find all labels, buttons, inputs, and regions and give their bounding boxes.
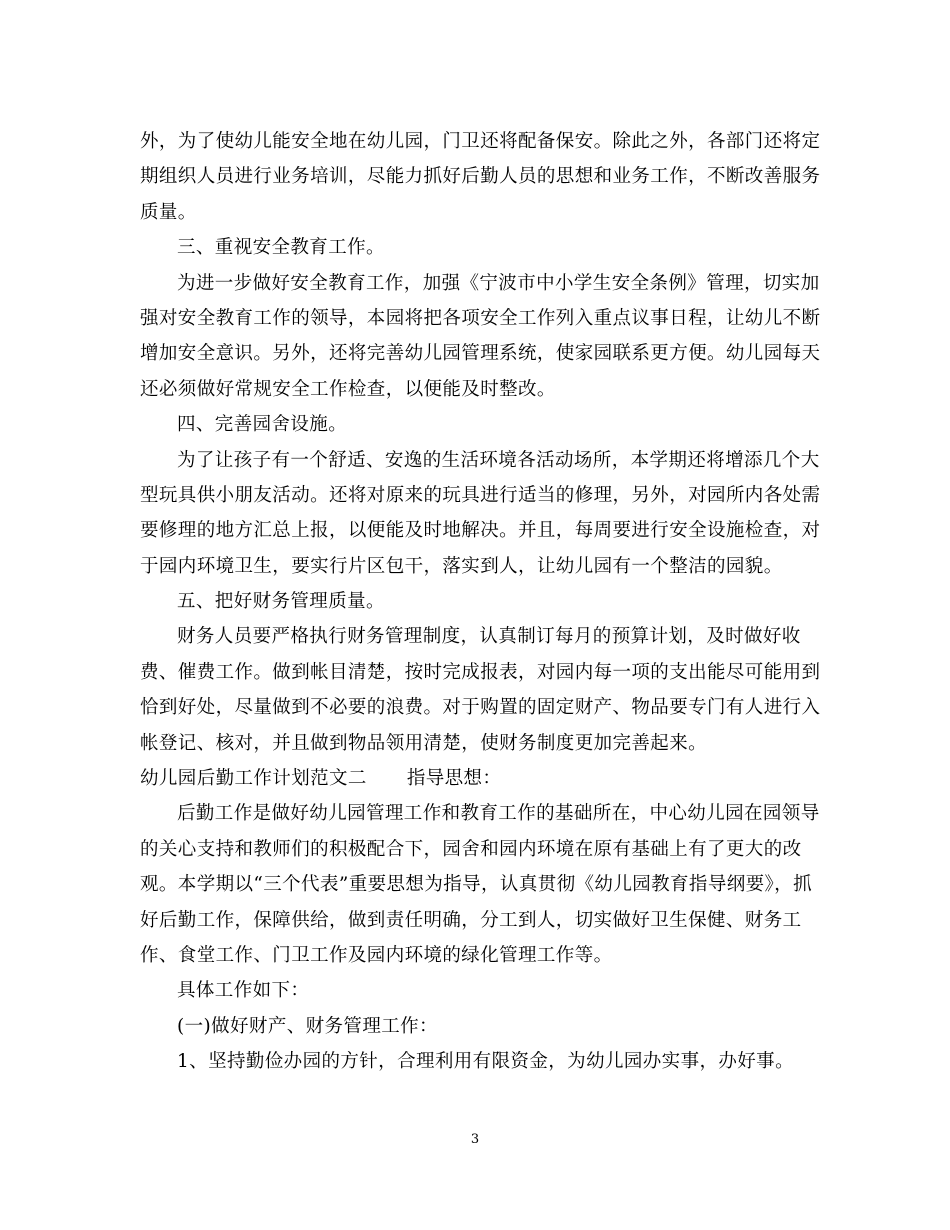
text-line: 的关心支持和教师们的积极配合下，园舍和园内环境在原有基础上有了更大的改 (140, 838, 802, 860)
text-line: 财务人员要严格执行财务管理制度，认真制订每月的预算计划，及时做好收 (177, 626, 801, 648)
text-line: 要修理的地方汇总上报，以便能及时地解决。并且，每周要进行安全设施检查，对 (140, 520, 821, 542)
text-line: 为进一步做好安全教育工作，加强《宁波市中小学生安全条例》管理，切实加 (177, 272, 820, 294)
text-line: (一)做好财产、财务管理工作： (177, 1015, 438, 1037)
text-line: 恰到好处，尽量做到不必要的浪费。对于购置的固定财产、物品要专门有人进行入 (140, 697, 821, 719)
text-line: 后勤工作是做好幼儿园管理工作和教育工作的基础所在，中心幼儿园在园领导 (177, 803, 820, 825)
text-line: 四、完善园舍设施。 (177, 414, 348, 436)
text-line: 型玩具供小朋友活动。还将对原来的玩具进行适当的修理，另外，对园所内各处需 (140, 484, 821, 506)
text-line: 强对安全教育工作的领导，本园将把各项安全工作列入重点议事日程，让幼儿不断 (140, 307, 821, 329)
section-subtitle: 指导思想： (406, 768, 502, 790)
text-line: 于园内环境卫生，要实行片区包干，落实到人，让幼儿园有一个整洁的园貌。 (140, 555, 783, 577)
text-line: 为了让孩子有一个舒适、安逸的生活环境各活动场所，本学期还将增添几个大 (177, 449, 820, 471)
text-line: 三、重视安全教育工作。 (177, 237, 385, 259)
paragraph-block-before (140, 124, 821, 761)
text-line: 增加安全意识。另外，还将完善幼儿园管理系统，使家园联系更方便。幼儿园每天 (140, 343, 821, 365)
text-line: 作、食堂工作、门卫工作及园内环境的绿化管理工作等。 (140, 944, 613, 966)
page-number: 3 (470, 1132, 480, 1147)
text-line: 还必须做好常规安全工作检查，以便能及时整改。 (140, 378, 556, 400)
section-title: 幼儿园后勤工作计划范文二 (140, 768, 367, 790)
text-line: 观。本学期以“三个代表”重要思想为指导，认真贯彻《幼儿园教育指导纲要》，抓 (140, 874, 812, 896)
paragraph-block-after (140, 796, 820, 1079)
text-line: 具体工作如下： (177, 980, 310, 1002)
text-line: 好后勤工作，保障供给，做到责任明确，分工到人，切实做好卫生保健、财务工 (140, 909, 802, 931)
text-line: 费、催费工作。做到帐目清楚，按时完成报表，对园内每一项的支出能尽可能用到 (140, 661, 821, 683)
text-line: 期组织人员进行业务培训，尽能力抓好后勤人员的思想和业务工作，不断改善服务 (140, 166, 821, 188)
text-line: 五、把好财务管理质量。 (177, 591, 385, 613)
section-heading (140, 761, 812, 796)
text-line: 帐登记、核对，并且做到物品领用清楚，使财务制度更加完善起来。 (140, 732, 708, 754)
text-line: 1、坚持勤俭办园的方针，合理利用有限资金，为幼儿园办实事，办好事。 (177, 1051, 794, 1073)
text-line: 外，为了使幼儿能安全地在幼儿园，门卫还将配备保安。除此之外，各部门还将定 (140, 131, 821, 152)
text-line: 质量。 (140, 201, 197, 223)
document-body (140, 124, 821, 1080)
